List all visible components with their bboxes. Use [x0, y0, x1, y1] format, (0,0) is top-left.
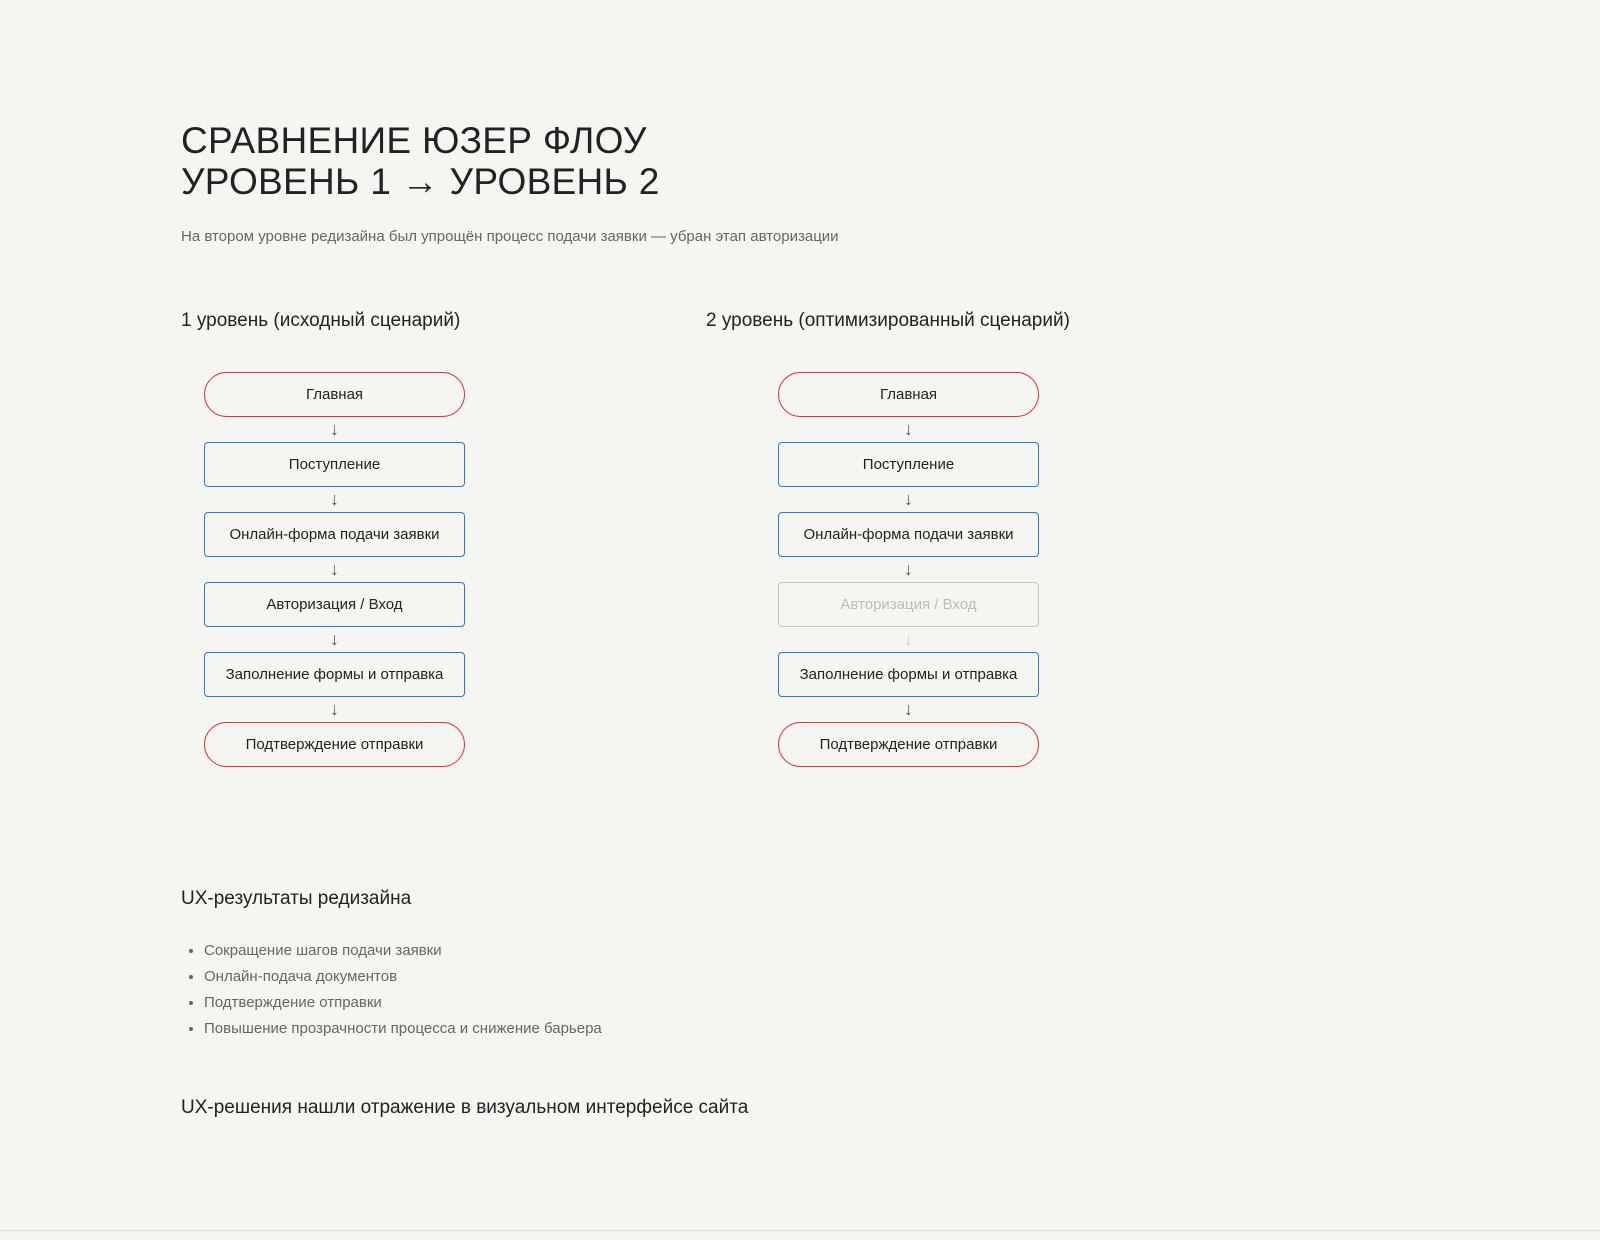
page-subtitle: На втором уровне редизайна был упрощён процесс подачи заявки — убран этап авторизации: [181, 228, 839, 245]
flow-node: Заполнение формы и отправка: [204, 652, 465, 697]
flow-node-removed: Авторизация / Вход: [778, 582, 1039, 627]
divider: [0, 1230, 1600, 1231]
flow-node: Поступление: [204, 442, 465, 487]
results-heading: UX-результаты редизайна: [181, 888, 412, 909]
flow-1-diagram: [204, 372, 465, 767]
flow-node: Онлайн-форма подачи заявки: [778, 512, 1039, 557]
arrow-down-icon: ↓: [904, 419, 913, 439]
arrow-down-icon: ↓: [330, 629, 339, 649]
list-item: • Подтверждение отправки: [204, 990, 602, 1016]
arrow-down-icon: ↓: [904, 629, 913, 649]
arrow-down-icon: ↓: [330, 699, 339, 719]
page-title: [181, 120, 660, 202]
flow-2-diagram: [778, 372, 1039, 767]
flow-node-start: Главная: [778, 372, 1039, 417]
list-item: • Онлайн-подача документов: [204, 964, 602, 990]
title-line-2: УРОВЕНЬ 1 → УРОВЕНЬ 2: [181, 161, 660, 202]
flow-2-heading: 2 уровень (оптимизированный сценарий): [706, 310, 1070, 331]
list-item: • Сокращение шагов подачи заявки: [204, 938, 602, 964]
arrow-down-icon: ↓: [904, 699, 913, 719]
flow-node: Авторизация / Вход: [204, 582, 465, 627]
flow-1-heading: 1 уровень (исходный сценарий): [181, 310, 461, 331]
results-list: [181, 938, 602, 1042]
flow-node: Заполнение формы и отправка: [778, 652, 1039, 697]
conclusion-heading: UX-решения нашли отражение в визуальном интерфейсе сайта: [181, 1097, 749, 1118]
flow-node: Поступление: [778, 442, 1039, 487]
flow-node-end: Подтверждение отправки: [778, 722, 1039, 767]
arrow-down-icon: ↓: [330, 559, 339, 579]
arrow-down-icon: ↓: [904, 489, 913, 509]
title-line-1: СРАВНЕНИЕ ЮЗЕР ФЛОУ: [181, 120, 647, 161]
flow-node: Онлайн-форма подачи заявки: [204, 512, 465, 557]
arrow-down-icon: ↓: [330, 489, 339, 509]
flow-node-start: Главная: [204, 372, 465, 417]
flow-node-end: Подтверждение отправки: [204, 722, 465, 767]
arrow-down-icon: ↓: [904, 559, 913, 579]
list-item: • Повышение прозрачности процесса и снижение барьера: [204, 1016, 602, 1042]
arrow-down-icon: ↓: [330, 419, 339, 439]
